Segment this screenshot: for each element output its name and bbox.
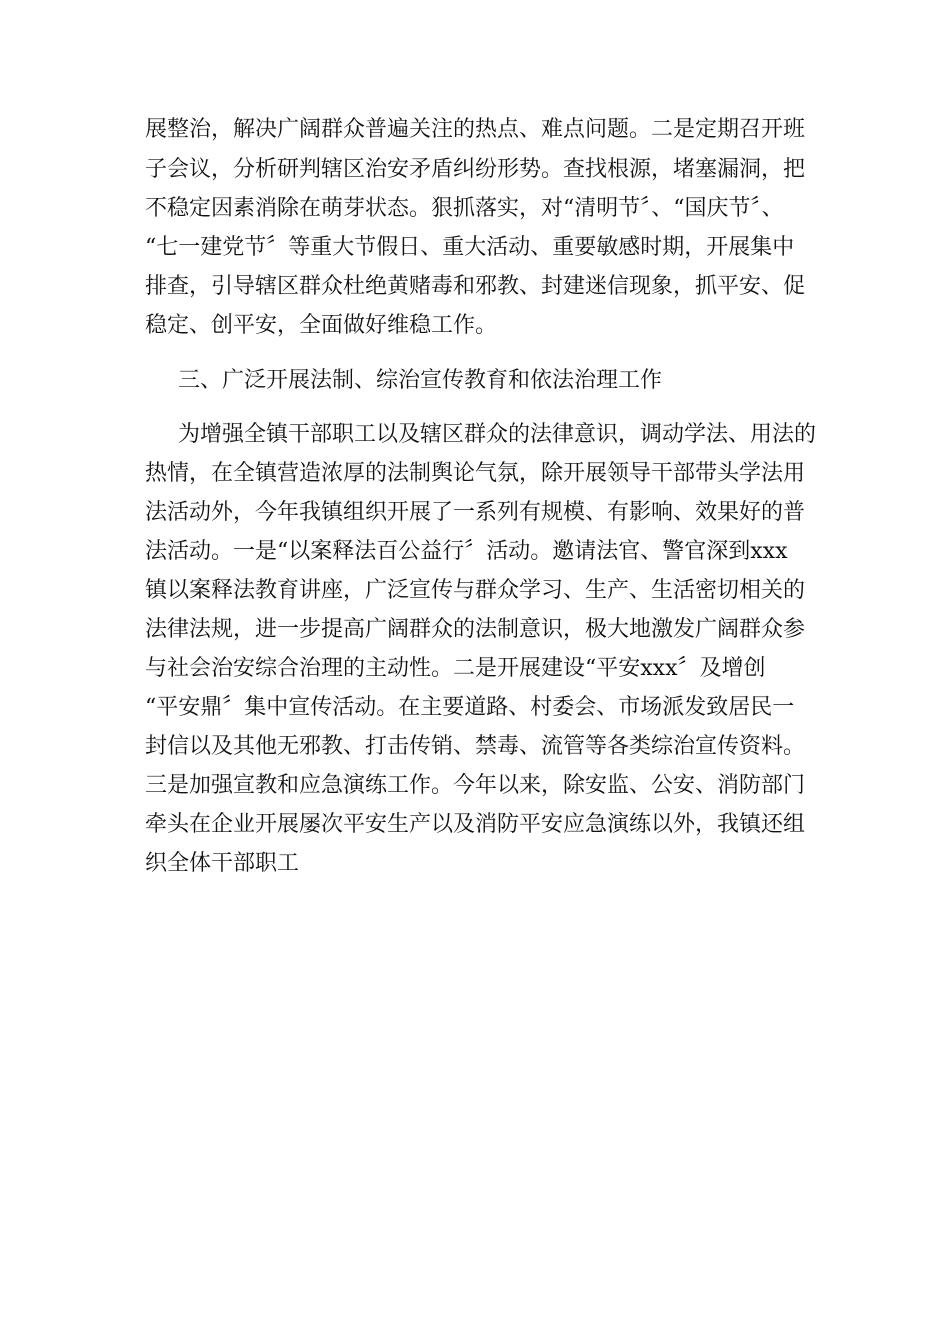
paragraph-line: 展整治，解决广阔群众普遍关注的热点、难点问题。二是定期召开班 — [145, 117, 806, 142]
paragraph-line: 织全体干部职工 — [145, 851, 300, 876]
paragraph-line: 热情，在全镇营造浓厚的法制舆论气氛，除开展领导干部带头学法用 — [145, 461, 806, 486]
paragraph-line: 牵头在企业开展屡次平安生产以及消防平安应急演练以外，我镇还组 — [145, 812, 806, 837]
paragraph-line: 法活动外，今年我镇组织开展了一系列有规模、有影响、效果好的普 — [145, 500, 806, 525]
paragraph-line: 镇以案释法教育讲座，广泛宣传与群众学习、生产、生活密切相关的 — [145, 578, 806, 603]
section-heading: 三、广泛开展法制、综治宣传教育和依法治理工作 — [178, 368, 663, 393]
paragraph-line: 稳定、创平安，全面做好维稳工作。 — [145, 313, 498, 338]
paragraph-line: 法活动。一是“以案释法百公益行〞活动。邀请法官、警官深到xxx — [145, 539, 788, 564]
paragraph-line: 不稳定因素消除在萌芽状态。狠抓落实，对“清明节〞、“国庆节〞、 — [145, 196, 784, 221]
paragraph-line: 法律法规，进一步提高广阔群众的法制意识，极大地激发广阔群众参 — [145, 617, 806, 642]
paragraph-line: “平安鼎〞集中宣传活动。在主要道路、村委会、市场派发致居民一 — [145, 695, 795, 720]
paragraph-line: 为增强全镇干部职工以及辖区群众的法律意识，调动学法、用法的 — [178, 422, 817, 447]
paragraph-line: “七一建党节〞等重大节假日、重大活动、重要敏感时期，开展集中 — [145, 235, 795, 260]
paragraph-line: 封信以及其他无邪教、打击传销、禁毒、流管等各类综治宣传资料。 — [145, 734, 806, 759]
paragraph-line: 子会议，分析研判辖区治安矛盾纠纷形势。查找根源，堵塞漏洞，把 — [145, 157, 806, 182]
paragraph-line: 三是加强宣教和应急演练工作。今年以来，除安监、公安、消防部门 — [145, 773, 806, 798]
paragraph-line: 排查，引导辖区群众杜绝黄赌毒和邪教、封建迷信现象，抓平安、促 — [145, 274, 806, 299]
paragraph-line: 与社会治安综合治理的主动性。二是开展建设“平安xxx〞及增创 — [145, 656, 766, 681]
